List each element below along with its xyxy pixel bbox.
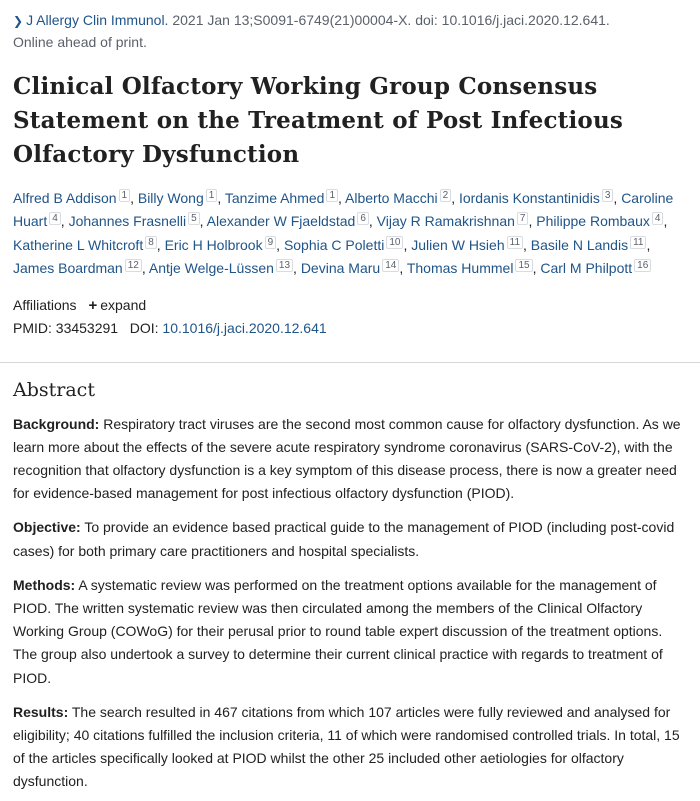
author-item [301, 260, 400, 276]
author-link[interactable]: Alberto Macchi [345, 190, 438, 206]
affiliation-number[interactable]: 3 [602, 189, 614, 202]
affiliation-number[interactable]: 11 [630, 236, 646, 249]
author-link[interactable]: Alfred B Addison [13, 190, 117, 206]
affiliations-expand-button[interactable] [88, 297, 146, 313]
abstract-section-text: The search resulted in 467 citations from which 107 articles were fully reviewed and analysed for eligibility; 40 citations fulfilled the inclusion criteria, 11 of which were randomised controlled trials. In total, 15 of the articles specifically looked at PIOD whilst the other 25 included other aetiologies for olfactory dysfunction. [13, 703, 680, 790]
author-link[interactable]: Devina Maru [300, 260, 381, 277]
affiliation-number[interactable]: 11 [507, 236, 523, 249]
abstract-section-label: Background: [13, 415, 100, 432]
author-item [536, 213, 663, 229]
affiliation-number[interactable]: 13 [276, 259, 293, 272]
author-item [531, 237, 647, 253]
author-link[interactable]: Vijay R Ramakrishnan [376, 213, 515, 230]
author-item [13, 260, 142, 276]
citation-line [13, 10, 686, 53]
author-item [13, 190, 130, 206]
author-item [138, 190, 217, 206]
author-item [345, 190, 451, 206]
author-item [284, 237, 404, 253]
pmid-label: PMID: [13, 319, 52, 336]
affiliation-number[interactable]: 5 [188, 212, 200, 225]
author-link[interactable]: Philippe Rombaux [536, 213, 650, 230]
abstract-section [13, 516, 686, 562]
author-link[interactable]: Billy Wong [137, 190, 204, 206]
author-link[interactable]: Iordanis Konstantinidis [458, 190, 600, 206]
abstract-section [13, 701, 686, 794]
author-item [459, 190, 613, 206]
author-link[interactable]: Sophia C Poletti [283, 236, 385, 253]
citation-details: 2021 Jan 13;S0091-6749(21)00004-X. doi: 10.1016/j.jaci.2020.12.641. [168, 12, 610, 28]
article-meta [13, 294, 686, 339]
author-link[interactable]: James Boardman [13, 260, 123, 277]
affiliation-number[interactable]: 8 [145, 236, 157, 249]
author-link[interactable]: Carl M Philpott [540, 260, 633, 277]
author-item [407, 260, 533, 276]
author-link[interactable]: Tanzime Ahmed [224, 190, 325, 206]
affiliation-number[interactable]: 4 [49, 212, 61, 225]
author-link[interactable]: Katherine L Whitcroft [13, 236, 144, 253]
author-item [377, 213, 529, 229]
author-item [13, 237, 157, 253]
affiliation-number[interactable]: 1 [206, 189, 218, 202]
affiliation-number[interactable]: 7 [517, 212, 529, 225]
abstract-section [13, 413, 686, 506]
abstract-section-label: Methods: [13, 576, 76, 593]
author-link[interactable]: Johannes Frasnelli [68, 213, 187, 230]
author-item [411, 237, 523, 253]
section-divider [0, 362, 700, 363]
author-link[interactable]: Eric H Holbrook [164, 236, 263, 253]
doi-link[interactable]: 10.1016/j.jaci.2020.12.641 [162, 319, 327, 336]
affiliations-label: Affiliations [13, 296, 77, 313]
affiliation-number[interactable]: 1 [326, 189, 338, 202]
publication-status: Online ahead of print. [13, 34, 147, 50]
author-link[interactable]: Basile N Landis [530, 236, 629, 253]
author-link[interactable]: Julien W Hsieh [411, 236, 505, 253]
author-link[interactable]: Thomas Hummel [406, 260, 514, 277]
affiliation-number[interactable]: 16 [634, 259, 651, 272]
affiliation-number[interactable]: 4 [652, 212, 664, 225]
pmid-value: 33453291 [55, 319, 119, 336]
doi-label: DOI: [129, 319, 159, 336]
affiliation-number[interactable]: 12 [125, 259, 142, 272]
author-item [165, 237, 277, 253]
affiliation-number[interactable]: 1 [119, 189, 131, 202]
abstract-body [13, 413, 686, 794]
affiliation-number[interactable]: 2 [440, 189, 452, 202]
abstract-section-text: To provide an evidence based practical guide to the management of PIOD (including post-covid cases) for both primary care practitioners and hospital specialists. [13, 519, 675, 559]
affiliation-number[interactable]: 6 [357, 212, 369, 225]
chevron-right-icon: ❯ [13, 14, 24, 28]
journal-link[interactable]: J Allergy Clin Immunol. [26, 12, 169, 28]
author-list: Alfred B Addison $^1$ , Billy Wong $^1$ , Tanzime Ahmed $^1$ , Alberto Macchi $^2$ , Iordanis Konstantinidis $^3$ , Caroline Huart $^4$ , Johannes Frasnelli $^5$ , Alexander W Fjaeldstad $^6$ , Vijay R Ramakrishnan $^7$ , Philippe Rombaux $^4$ , Katherine L Whitcroft $^8$ , Eric H Holbrook $^9$ , Sophia C Poletti $^{10}$ , Julien W Hsieh $^{11}$ , Basile N Landis $^{11}$ , James Boardman $^{12}$ , Antje Welge-Lüssen $^{13}$ , Devina Maru $^{14}$ , Thomas Hummel $^{15}$ , Carl M Philpott $^{16}$ [13, 190, 674, 277]
affiliation-number[interactable]: 10 [386, 236, 403, 249]
author-link[interactable]: Alexander W Fjaeldstad [206, 213, 356, 230]
affiliation-number[interactable]: 14 [382, 259, 399, 272]
affiliation-number[interactable]: 9 [265, 236, 277, 249]
author-item [225, 190, 338, 206]
author-link[interactable]: Caroline Huart [13, 190, 674, 230]
affiliation-number[interactable]: 15 [515, 259, 532, 272]
abstract-section-label: Objective: [13, 519, 81, 536]
author-link[interactable]: Antje Welge-Lüssen [148, 260, 274, 277]
expand-label: expand [100, 296, 147, 313]
article-title: Clinical Olfactory Working Group Consensus Statement on the Treatment of Post Infectious Olfactory Dysfunction [13, 73, 624, 168]
author-item [149, 260, 293, 276]
author-item [540, 260, 651, 276]
abstract-section-text: Respiratory tract viruses are the second most common cause for olfactory dysfunction. As we learn more about the effects of the severe acute respiratory syndrome coronavirus (SARS-CoV-2), with the recognition that olfactory dysfunction is a key symptom of this disease process, there is now a greater need for evidence-based management for post infectious olfactory dysfunction (PIOD). [13, 415, 681, 502]
abstract-section [13, 574, 686, 690]
plus-icon: + [88, 296, 98, 314]
author-item [69, 213, 200, 229]
abstract-section-text: A systematic review was performed on the treatment options available for the management of PIOD. The written systematic review was then circulated among the members of the Clinical Olfactory Working Group (COWoG) for their perusal prior to round table expert discussion of the treatment options. The group also undertook a survey to determine their current clinical practice with regards to treatment of PIOD. [13, 576, 663, 686]
author-item [207, 213, 369, 229]
abstract-heading: Abstract [13, 378, 95, 401]
abstract-section-label: Results: [13, 703, 69, 720]
